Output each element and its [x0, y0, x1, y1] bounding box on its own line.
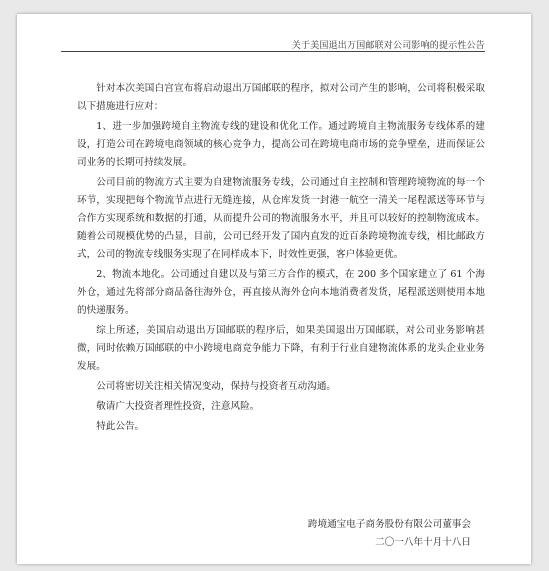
paragraph-intro: 针对本次美国白宫宣布将启动退出万国邮联的程序，拟对公司产生的影响，公司将积极采取以下措施进行应对： — [77, 83, 485, 112]
signature-block — [308, 516, 471, 552]
signature-company: 跨境通宝电子商务股份有限公司董事会 — [307, 519, 471, 530]
paragraph-measure-2: 2、物流本地化。公司通过自建以及与第三方合作的模式，在 200 多个国家建立了 61 个海外仓，通过先将部分商品备往海外仓，再直接从海外仓向本地消费者发货，尾程派送则使用本地的快递服务。 — [77, 269, 485, 316]
paragraph-closing: 特此公告。 — [96, 421, 145, 432]
document-page — [17, 14, 531, 564]
paragraph-summary: 综上所述，美国启动退出万国邮联的程序后，如果美国退出万国邮联，对公司业务影响甚微，同时依赖万国邮联的中小跨境电商竞争能力下降，有利于行业自建物流体系的龙头企业业务发展。 — [77, 325, 485, 372]
paragraph-measure-1: 1、进一步加强跨境自主物流专线的建设和优化工作。通过跨境自主物流服务专线体系的建设，打造公司在跨境电商领域的核心竞争力，提高公司在跨境电商市场的竞争壁垒，进而保证公司业务的长期可持续发展。 — [77, 121, 485, 168]
header-rule — [61, 51, 485, 52]
announcement-body — [77, 80, 485, 438]
announcement-header: 关于美国退出万国邮联对公司影响的提示性公告 — [291, 41, 485, 51]
paragraph-follow-up: 公司将密切关注相关情况变动，保持与投资者互动沟通。 — [96, 381, 337, 392]
signature-date: 二〇一八年十月十八日 — [375, 537, 471, 548]
paragraph-logistics-detail: 公司目前的物流方式主要为自建物流服务专线，公司通过自主控制和管理跨境物流的每一个环节，实现把每个物流节点进行无缝连接，从仓库发货一封港一航空一清关一尾程派送等环节与合作方实现系统和数据的打通，从而提升公司的物流服务水平，并且可以较好的控制物流成本。随着公司规模优势的凸显，目前，公司已经开发了国内直发的近百条跨境物流专线，相比邮政方式，公司的物流专线服务实现了在同样成本下，时效性更强，客户体验更优。 — [77, 177, 485, 260]
paragraph-risk-warning: 敬请广大投资者理性投资，注意风险。 — [96, 401, 260, 412]
